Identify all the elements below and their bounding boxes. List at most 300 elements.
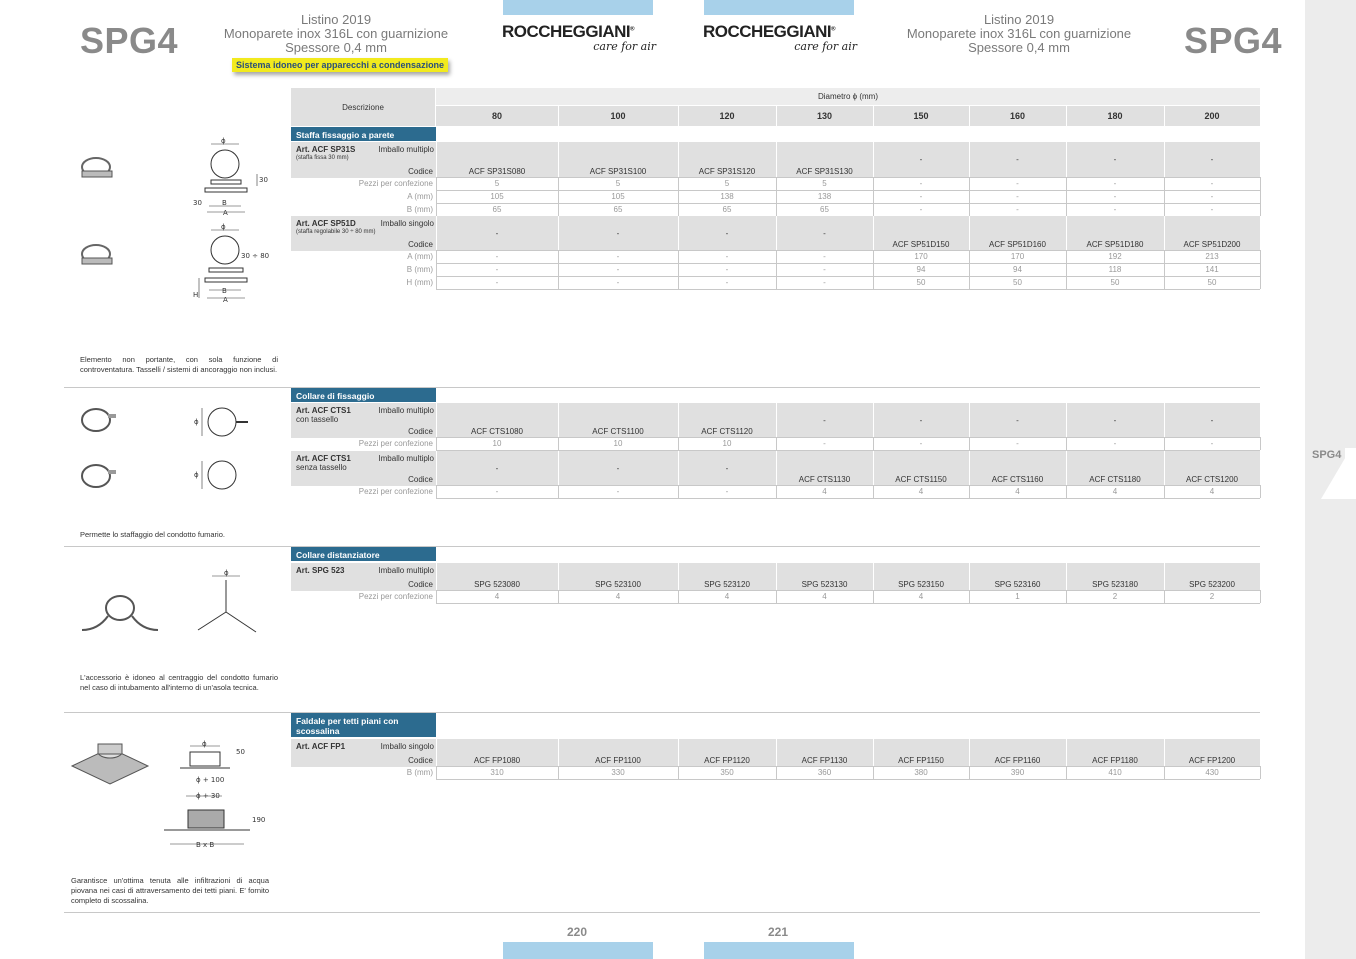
column-divider (1066, 485, 1067, 498)
bottom-tab-right (704, 942, 854, 959)
codice-label: Codice (408, 580, 433, 589)
svg-text:ϕ: ϕ (202, 740, 207, 748)
column-divider (558, 485, 559, 498)
product-code-cell: - (1210, 155, 1214, 164)
table-cell: 4 (494, 592, 500, 601)
product-code-cell: SPG 523120 (704, 580, 750, 589)
brand-logo-right (703, 22, 863, 53)
table-cell: - (1016, 179, 1019, 188)
wall-bracket-drawing-2 (185, 222, 275, 306)
table-cell: 50 (916, 278, 926, 287)
table-cell: - (919, 192, 923, 201)
product-code-cell: - (725, 228, 729, 238)
column-divider (1164, 590, 1165, 603)
article-label (296, 145, 434, 163)
column-divider (678, 485, 679, 498)
row-label: Pezzi per confezione (358, 179, 433, 188)
svg-text:H: H (193, 291, 199, 299)
table-cell: 5 (615, 179, 621, 188)
table-cell: 10 (722, 439, 732, 448)
row-label: B (mm) (406, 768, 433, 777)
table-cell: 430 (1205, 768, 1219, 777)
product-code-cell: - (1016, 155, 1019, 164)
column-divider (1066, 177, 1067, 190)
table-cell: - (616, 265, 620, 274)
svg-text:30 ÷ 80: 30 ÷ 80 (241, 252, 270, 260)
column-divider (558, 276, 559, 289)
column-divider (873, 276, 874, 289)
table-cell: 4 (1015, 487, 1020, 496)
brand-name: ROCCHEGGIANI (502, 22, 631, 41)
article-note: con tassello (296, 415, 339, 424)
column-divider (1164, 250, 1165, 263)
spacer-collar-photo (78, 590, 162, 638)
table-cell: - (1113, 179, 1117, 188)
column-divider (776, 437, 777, 450)
row-rule (436, 250, 1260, 251)
product-code-cell: ACF CTS1100 (592, 427, 644, 436)
product-code-cell: ACF SP51D200 (1183, 240, 1241, 249)
column-divider (436, 177, 437, 190)
column-divider (1066, 203, 1067, 216)
column-divider (1164, 437, 1165, 450)
product-code-cell: ACF SP51D180 (1086, 240, 1144, 249)
section-3-description: L'accessorio è idoneo al centraggio del condotto fumario nel caso di intubamento all'interno di un'asola tecnica. (80, 673, 278, 692)
product-code-cell: SPG 523150 (898, 580, 944, 589)
product-code-cell: ACF CTS1130 (798, 475, 851, 484)
diameter-header-cell: 180 (1107, 111, 1123, 121)
column-divider (873, 190, 874, 203)
table-cell: 2 (1112, 592, 1118, 601)
table-cell: 360 (817, 768, 832, 777)
top-tab-right (704, 0, 854, 15)
row-rule (436, 203, 1260, 204)
table-cell: 94 (1013, 265, 1022, 274)
column-divider (1164, 203, 1165, 216)
column-divider (1164, 106, 1165, 126)
table-cell: 310 (490, 768, 504, 777)
column-divider (969, 190, 970, 203)
product-code-cell: SPG 523130 (801, 580, 848, 589)
column-divider (558, 250, 559, 263)
product-code-cell: ACF FP1120 (704, 756, 750, 765)
diameter-header-cell: 80 (491, 111, 502, 121)
diameter-header-cell: 130 (816, 111, 833, 121)
table-cell: - (1016, 439, 1019, 448)
table-cell: 4 (1112, 487, 1118, 496)
column-divider (873, 590, 874, 603)
product-code-cell: - (616, 228, 620, 238)
column-divider (1066, 590, 1067, 603)
column-divider (678, 177, 679, 190)
row-rule (436, 177, 1260, 178)
column-divider (1164, 177, 1165, 190)
product-code-cell: ACF FP1180 (1092, 756, 1138, 765)
section-4-description: Garantisce un'ottima tenuta alle infiltrazioni di acqua piovana nei casi di attraversamento dei tetti piani. E' fornito completo di scossalina. (71, 876, 269, 905)
svg-text:ϕ: ϕ (221, 137, 226, 145)
column-divider (558, 203, 559, 216)
table-cell: 65 (722, 205, 732, 214)
table-cell: 4 (822, 487, 827, 496)
column-divider (1066, 250, 1067, 263)
product-code-cell: - (495, 463, 499, 473)
table-cell: - (725, 252, 729, 261)
table-cell: 4 (822, 592, 827, 601)
table-cell: - (616, 252, 620, 261)
column-divider (436, 485, 437, 498)
table-cell: 105 (490, 192, 504, 201)
row-rule (436, 276, 1260, 277)
column-divider (436, 276, 437, 289)
svg-text:30: 30 (193, 199, 202, 207)
flat-roof-flashing-drawing-2 (160, 788, 270, 850)
column-divider (873, 250, 874, 263)
right-header-text (898, 13, 1140, 55)
article-pack-type: Imballo multiplo (378, 145, 434, 154)
article-pack-type: Imballo multiplo (378, 454, 434, 463)
table-cell: 390 (1010, 768, 1025, 777)
table-cell: - (725, 265, 729, 274)
product-code-cell: ACF FP1150 (898, 756, 944, 765)
table-cell: - (823, 439, 826, 448)
right-header-line1: Listino 2019 (983, 12, 1055, 27)
row-label: Pezzi per confezione (358, 439, 433, 448)
row-label: A (mm) (407, 252, 433, 261)
table-cell: - (919, 179, 923, 188)
table-cell: 5 (494, 179, 500, 188)
column-divider (969, 250, 970, 263)
column-divider (969, 485, 970, 498)
column-divider (1164, 190, 1165, 203)
column-divider (678, 203, 679, 216)
table-cell: 350 (720, 768, 734, 777)
table-cell: 50 (1110, 278, 1120, 287)
svg-text:ϕ: ϕ (224, 569, 229, 577)
product-code-cell: SPG 523180 (1092, 580, 1138, 589)
product-code-cell: ACF SP31S130 (796, 167, 853, 176)
table-cell: - (495, 487, 499, 496)
row-rule (436, 437, 1260, 438)
column-divider (436, 590, 437, 603)
column-divider (776, 276, 777, 289)
svg-text:ϕ: ϕ (194, 418, 199, 426)
diameter-header-cell: 150 (913, 111, 929, 121)
column-divider (873, 203, 874, 216)
product-code-cell: ACF CTS1080 (470, 427, 524, 436)
right-header-line3: Spessore 0,4 mm (968, 40, 1070, 55)
table-cell: 5 (822, 179, 827, 188)
condensation-badge: Sistema idoneo per apparecchi a condensazione (232, 58, 448, 72)
row-rule (436, 485, 1260, 486)
column-divider (776, 106, 777, 126)
column-divider (969, 106, 970, 126)
column-divider (776, 485, 777, 498)
article-pack-type: Imballo singolo (380, 742, 434, 751)
table-cell: - (1210, 179, 1214, 188)
row-rule (436, 498, 1260, 499)
column-divider (776, 766, 777, 779)
product-code-cell: ACF CTS1150 (895, 475, 947, 484)
table-cell: 380 (914, 768, 928, 777)
column-divider (558, 106, 559, 126)
product-code-cell: - (823, 228, 826, 238)
column-divider (969, 263, 970, 276)
table-cell: 4 (918, 592, 924, 601)
left-series-code: SPG4 (80, 20, 179, 61)
row-label: B (mm) (406, 205, 433, 214)
flat-roof-flashing-photo (70, 740, 150, 788)
svg-text:ϕ: ϕ (221, 223, 226, 231)
svg-text:50: 50 (236, 748, 245, 756)
row-rule (436, 263, 1260, 264)
row-rule (436, 603, 1260, 604)
table-cell: 4 (724, 592, 730, 601)
column-divider (969, 177, 970, 190)
row-label: B (mm) (406, 265, 433, 274)
table-cell: 4 (918, 487, 924, 496)
codice-label: Codice (408, 756, 433, 765)
column-divider (1260, 437, 1261, 450)
column-divider (1164, 485, 1165, 498)
product-code-cell: - (725, 463, 729, 473)
row-rule (436, 289, 1260, 290)
right-series-code: SPG4 (1184, 20, 1283, 61)
column-divider (873, 766, 874, 779)
product-code-cell: ACF FP1100 (595, 756, 641, 765)
table-cell: 5 (724, 179, 730, 188)
product-code-cell: - (1113, 155, 1117, 164)
row-rule (436, 190, 1260, 191)
column-divider (558, 590, 559, 603)
svg-text:A: A (223, 209, 228, 217)
svg-text:ϕ + 100: ϕ + 100 (196, 776, 225, 784)
column-divider (873, 263, 874, 276)
diameter-header-cell: 200 (1204, 111, 1220, 121)
collar-drawing-1 (190, 402, 252, 442)
section-title: Faldale per tetti piani con scossalina (291, 713, 436, 737)
right-side-strip (1305, 0, 1356, 959)
table-cell: 65 (820, 205, 829, 214)
column-divider (436, 203, 437, 216)
table-cell: 192 (1108, 252, 1122, 261)
row-label: Pezzi per confezione (358, 592, 433, 601)
table-cell: 50 (1207, 278, 1217, 287)
section-separator (64, 712, 1260, 713)
table-cell: - (1113, 205, 1117, 214)
table-cell: - (1113, 192, 1117, 201)
column-divider (873, 106, 874, 126)
column-divider (873, 437, 874, 450)
product-code-cell: ACF CTS1120 (701, 427, 753, 436)
svg-text:B x B: B x B (196, 841, 215, 849)
column-divider (1066, 437, 1067, 450)
product-code-cell: - (919, 155, 923, 164)
product-code-cell: - (1016, 415, 1019, 425)
svg-text:A: A (223, 296, 228, 304)
product-code-cell: - (495, 228, 499, 238)
table-cell: 10 (492, 439, 502, 448)
column-divider (1066, 276, 1067, 289)
codice-label: Codice (408, 427, 433, 436)
product-code-cell: ACF FP1160 (994, 756, 1041, 765)
table-cell: 170 (1010, 252, 1025, 261)
article-code: Art. ACF SP51D (296, 219, 356, 228)
row-rule (436, 766, 1260, 767)
svg-text:ϕ + 30: ϕ + 30 (196, 792, 220, 800)
codice-label: Codice (408, 240, 433, 249)
svg-text:30: 30 (259, 176, 268, 184)
wall-bracket-drawing-1 (185, 136, 275, 220)
column-divider (678, 263, 679, 276)
table-cell: 4 (1209, 487, 1215, 496)
column-divider (1260, 485, 1261, 498)
row-label: H (mm) (406, 278, 433, 287)
table-cell: - (1113, 439, 1117, 448)
left-header-line1: Listino 2019 (300, 12, 372, 27)
table-cell: 410 (1108, 768, 1122, 777)
product-code-cell: SPG 523160 (994, 580, 1041, 589)
column-divider (436, 766, 437, 779)
table-cell: - (919, 205, 923, 214)
table-cell: 1 (1015, 592, 1020, 601)
right-header-line2: Monoparete inox 316L con guarnizione (906, 26, 1132, 41)
side-tab-label: SPG4 (1312, 449, 1342, 461)
collar-photo-2 (78, 460, 120, 494)
article-label (296, 406, 434, 424)
article-pack-type: Imballo singolo (380, 219, 434, 228)
section-1-description: Elemento non portante, con sola funzione di controventatura. Tasselli / sistemi di ancoraggio non inclusi. (80, 355, 278, 374)
section-title: Collare di fissaggio (291, 388, 436, 402)
svg-text:190: 190 (252, 816, 266, 824)
column-divider (1260, 190, 1261, 203)
table-cell: 4 (615, 592, 621, 601)
product-code-cell: ACF SP51D160 (989, 240, 1046, 249)
section-title: Collare distanziatore (291, 547, 436, 561)
column-divider (1260, 250, 1261, 263)
column-divider (969, 203, 970, 216)
flat-roof-flashing-drawing-1 (176, 738, 256, 786)
table-cell: - (919, 439, 923, 448)
article-label (296, 454, 434, 472)
table-cell: - (1210, 439, 1214, 448)
column-divider (873, 485, 874, 498)
article-note: (staffa regolabile 30 ÷ 80 mm) (296, 229, 376, 235)
diameter-header-cell: 120 (719, 111, 735, 121)
column-divider (1260, 276, 1261, 289)
row-rule (436, 779, 1260, 780)
column-divider (776, 203, 777, 216)
column-divider (1066, 766, 1067, 779)
article-pack-type: Imballo multiplo (378, 566, 434, 575)
article-code: Art. ACF CTS1 (296, 454, 351, 463)
table-cell: 170 (914, 252, 928, 261)
table-header-descrizione: Descrizione (342, 103, 384, 112)
table-cell: 105 (611, 192, 625, 201)
row-label: Pezzi per confezione (358, 487, 433, 496)
spacer-collar-drawing (192, 568, 262, 638)
column-divider (558, 263, 559, 276)
column-divider (678, 250, 679, 263)
table-cell: 50 (1013, 278, 1022, 287)
column-divider (1260, 766, 1261, 779)
brand-tagline: care for air (794, 40, 857, 53)
table-cell: 213 (1205, 252, 1219, 261)
diameter-header-cell: 160 (1009, 111, 1026, 121)
section-separator (64, 912, 1260, 913)
product-code-cell: ACF FP1130 (801, 756, 848, 765)
table-cell: - (495, 252, 499, 261)
page-number-left: 220 (567, 925, 588, 939)
table-cell: - (616, 278, 620, 287)
product-code-cell: ACF SP51D150 (892, 240, 950, 249)
section-title: Staffa fissaggio a parete (291, 127, 436, 141)
column-divider (1164, 276, 1165, 289)
article-label (296, 219, 434, 237)
product-code-cell: ACF CTS1200 (1185, 475, 1239, 484)
svg-text:B: B (222, 199, 227, 207)
collar-photo-1 (78, 404, 120, 438)
column-divider (1066, 106, 1067, 126)
collar-drawing-2 (190, 455, 252, 495)
wall-bracket-photo-2 (78, 240, 118, 274)
article-code: Art. ACF SP31S (296, 145, 356, 154)
table-cell: - (495, 278, 499, 287)
table-cell: - (1210, 192, 1214, 201)
column-divider (678, 766, 679, 779)
column-divider (1260, 590, 1261, 603)
column-divider (436, 250, 437, 263)
left-header-line3: Spessore 0,4 mm (285, 40, 387, 55)
column-divider (776, 177, 777, 190)
product-code-cell: - (616, 463, 620, 473)
article-label (296, 742, 434, 751)
table-cell: 65 (613, 205, 623, 214)
article-label (296, 566, 434, 575)
column-divider (969, 766, 970, 779)
column-divider (558, 177, 559, 190)
table-cell: - (725, 487, 729, 496)
product-code-cell: ACF CTS1160 (991, 475, 1044, 484)
table-cell: - (823, 265, 826, 274)
section-2-description: Permette lo staffaggio del condotto fumario. (80, 530, 225, 539)
column-divider (1164, 263, 1165, 276)
column-divider (873, 177, 874, 190)
column-divider (558, 437, 559, 450)
svg-text:ϕ: ϕ (194, 471, 199, 479)
column-divider (1066, 263, 1067, 276)
brand-logo-left (502, 22, 662, 53)
table-cell: 2 (1209, 592, 1215, 601)
table-cell: - (1210, 205, 1214, 214)
codice-label: Codice (408, 167, 433, 176)
product-code-cell: - (1113, 415, 1117, 425)
table-cell: 118 (1108, 265, 1122, 274)
table-cell: - (725, 278, 729, 287)
table-cell: - (823, 252, 826, 261)
article-note: senza tassello (296, 463, 347, 472)
table-cell: 138 (720, 192, 734, 201)
column-divider (776, 190, 777, 203)
product-code-cell: ACF SP31S120 (698, 167, 756, 176)
bottom-tab-left (503, 942, 653, 959)
column-divider (678, 276, 679, 289)
table-cell: - (1016, 205, 1019, 214)
column-divider (436, 190, 437, 203)
product-code-cell: ACF FP1200 (1188, 756, 1236, 765)
wall-bracket-photo-1 (78, 153, 118, 187)
column-divider (678, 437, 679, 450)
column-divider (558, 766, 559, 779)
